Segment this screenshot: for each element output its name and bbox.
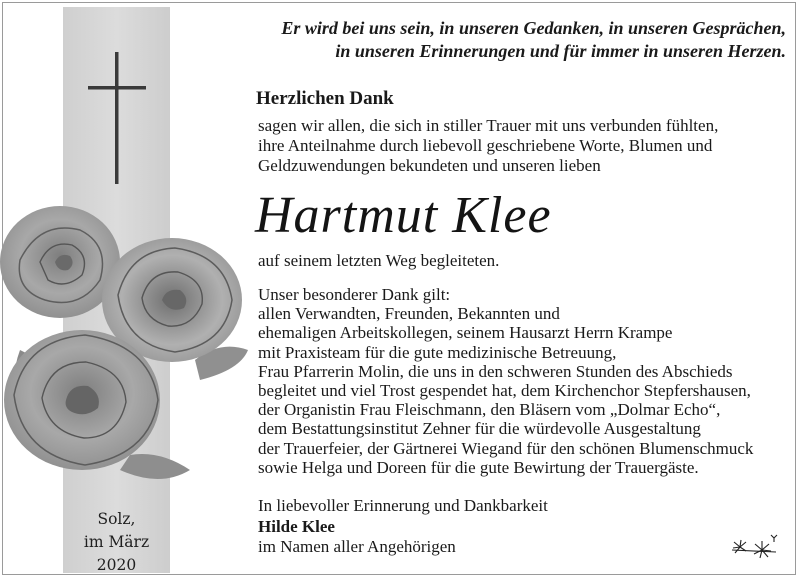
heading: Herzlichen Dank: [256, 88, 394, 109]
motto: [256, 17, 786, 63]
cross-icon: [88, 52, 146, 184]
thanks-line: dem Bestattungsinstitut Zehner für die würdevolle Ausgestaltung: [258, 419, 701, 439]
thanks-line: Frau Pfarrerin Molin, die uns in den schweren Stunden des Abschieds: [258, 361, 733, 381]
signer-name: Hilde Klee: [258, 516, 335, 536]
place: Solz,: [97, 510, 136, 528]
intro-line: Geldzuwendungen bekundeten und unseren lieben: [258, 156, 601, 175]
intro-line: ihre Anteilnahme durch liebevoll geschriebene Worte, Blumen und: [258, 136, 713, 155]
thanks-line: der Trauerfeier, der Gärtnerei Wiegand für den schönen Blumenschmuck: [258, 438, 754, 458]
thanks-line: ehemaligen Arbeitskollegen, seinem Hausarzt Herrn Krampe: [258, 323, 673, 343]
intro-paragraph: [258, 116, 788, 176]
thanks-line: der Organistin Frau Fleischmann, den Bläsern vom „Dolmar Echo“,: [258, 400, 721, 420]
thanks-line: allen Verwandten, Freunden, Bekannten und: [258, 304, 560, 324]
place-date: [63, 508, 170, 577]
closing-line: im Namen aller Angehörigen: [258, 537, 456, 556]
closing-line: In liebevoller Erinnerung und Dankbarkeit: [258, 496, 548, 515]
closing: [258, 496, 658, 558]
after-name-text: auf seinem letzten Weg begleiteten.: [258, 251, 500, 270]
thanks-line: begleitet und viel Trost gespendet hat, dem Kirchenchor Stepfershausen,: [258, 381, 751, 401]
intro-line: sagen wir allen, die sich in stiller Trauer mit uns verbunden fühlten,: [258, 116, 719, 135]
motto-line-1: Er wird bei uns sein, in unseren Gedanken, in unseren Gesprächen,: [281, 18, 786, 38]
date: im März 2020: [83, 533, 150, 574]
roses-image: [0, 200, 250, 490]
dandelion-ornament-icon: [728, 530, 780, 560]
motto-line-2: in unseren Erinnerungen und für immer in unseren Herzen.: [335, 41, 786, 61]
thanks-line: Unser besonderer Dank gilt:: [258, 285, 451, 304]
thanks-line: sowie Helga und Doreen für die gute Bewirtung der Trauergäste.: [258, 457, 699, 477]
thanks-paragraph: [258, 285, 793, 477]
deceased-name: Hartmut Klee: [255, 187, 552, 244]
thanks-line: mit Praxisteam für die gute medizinische Betreuung,: [258, 342, 617, 362]
